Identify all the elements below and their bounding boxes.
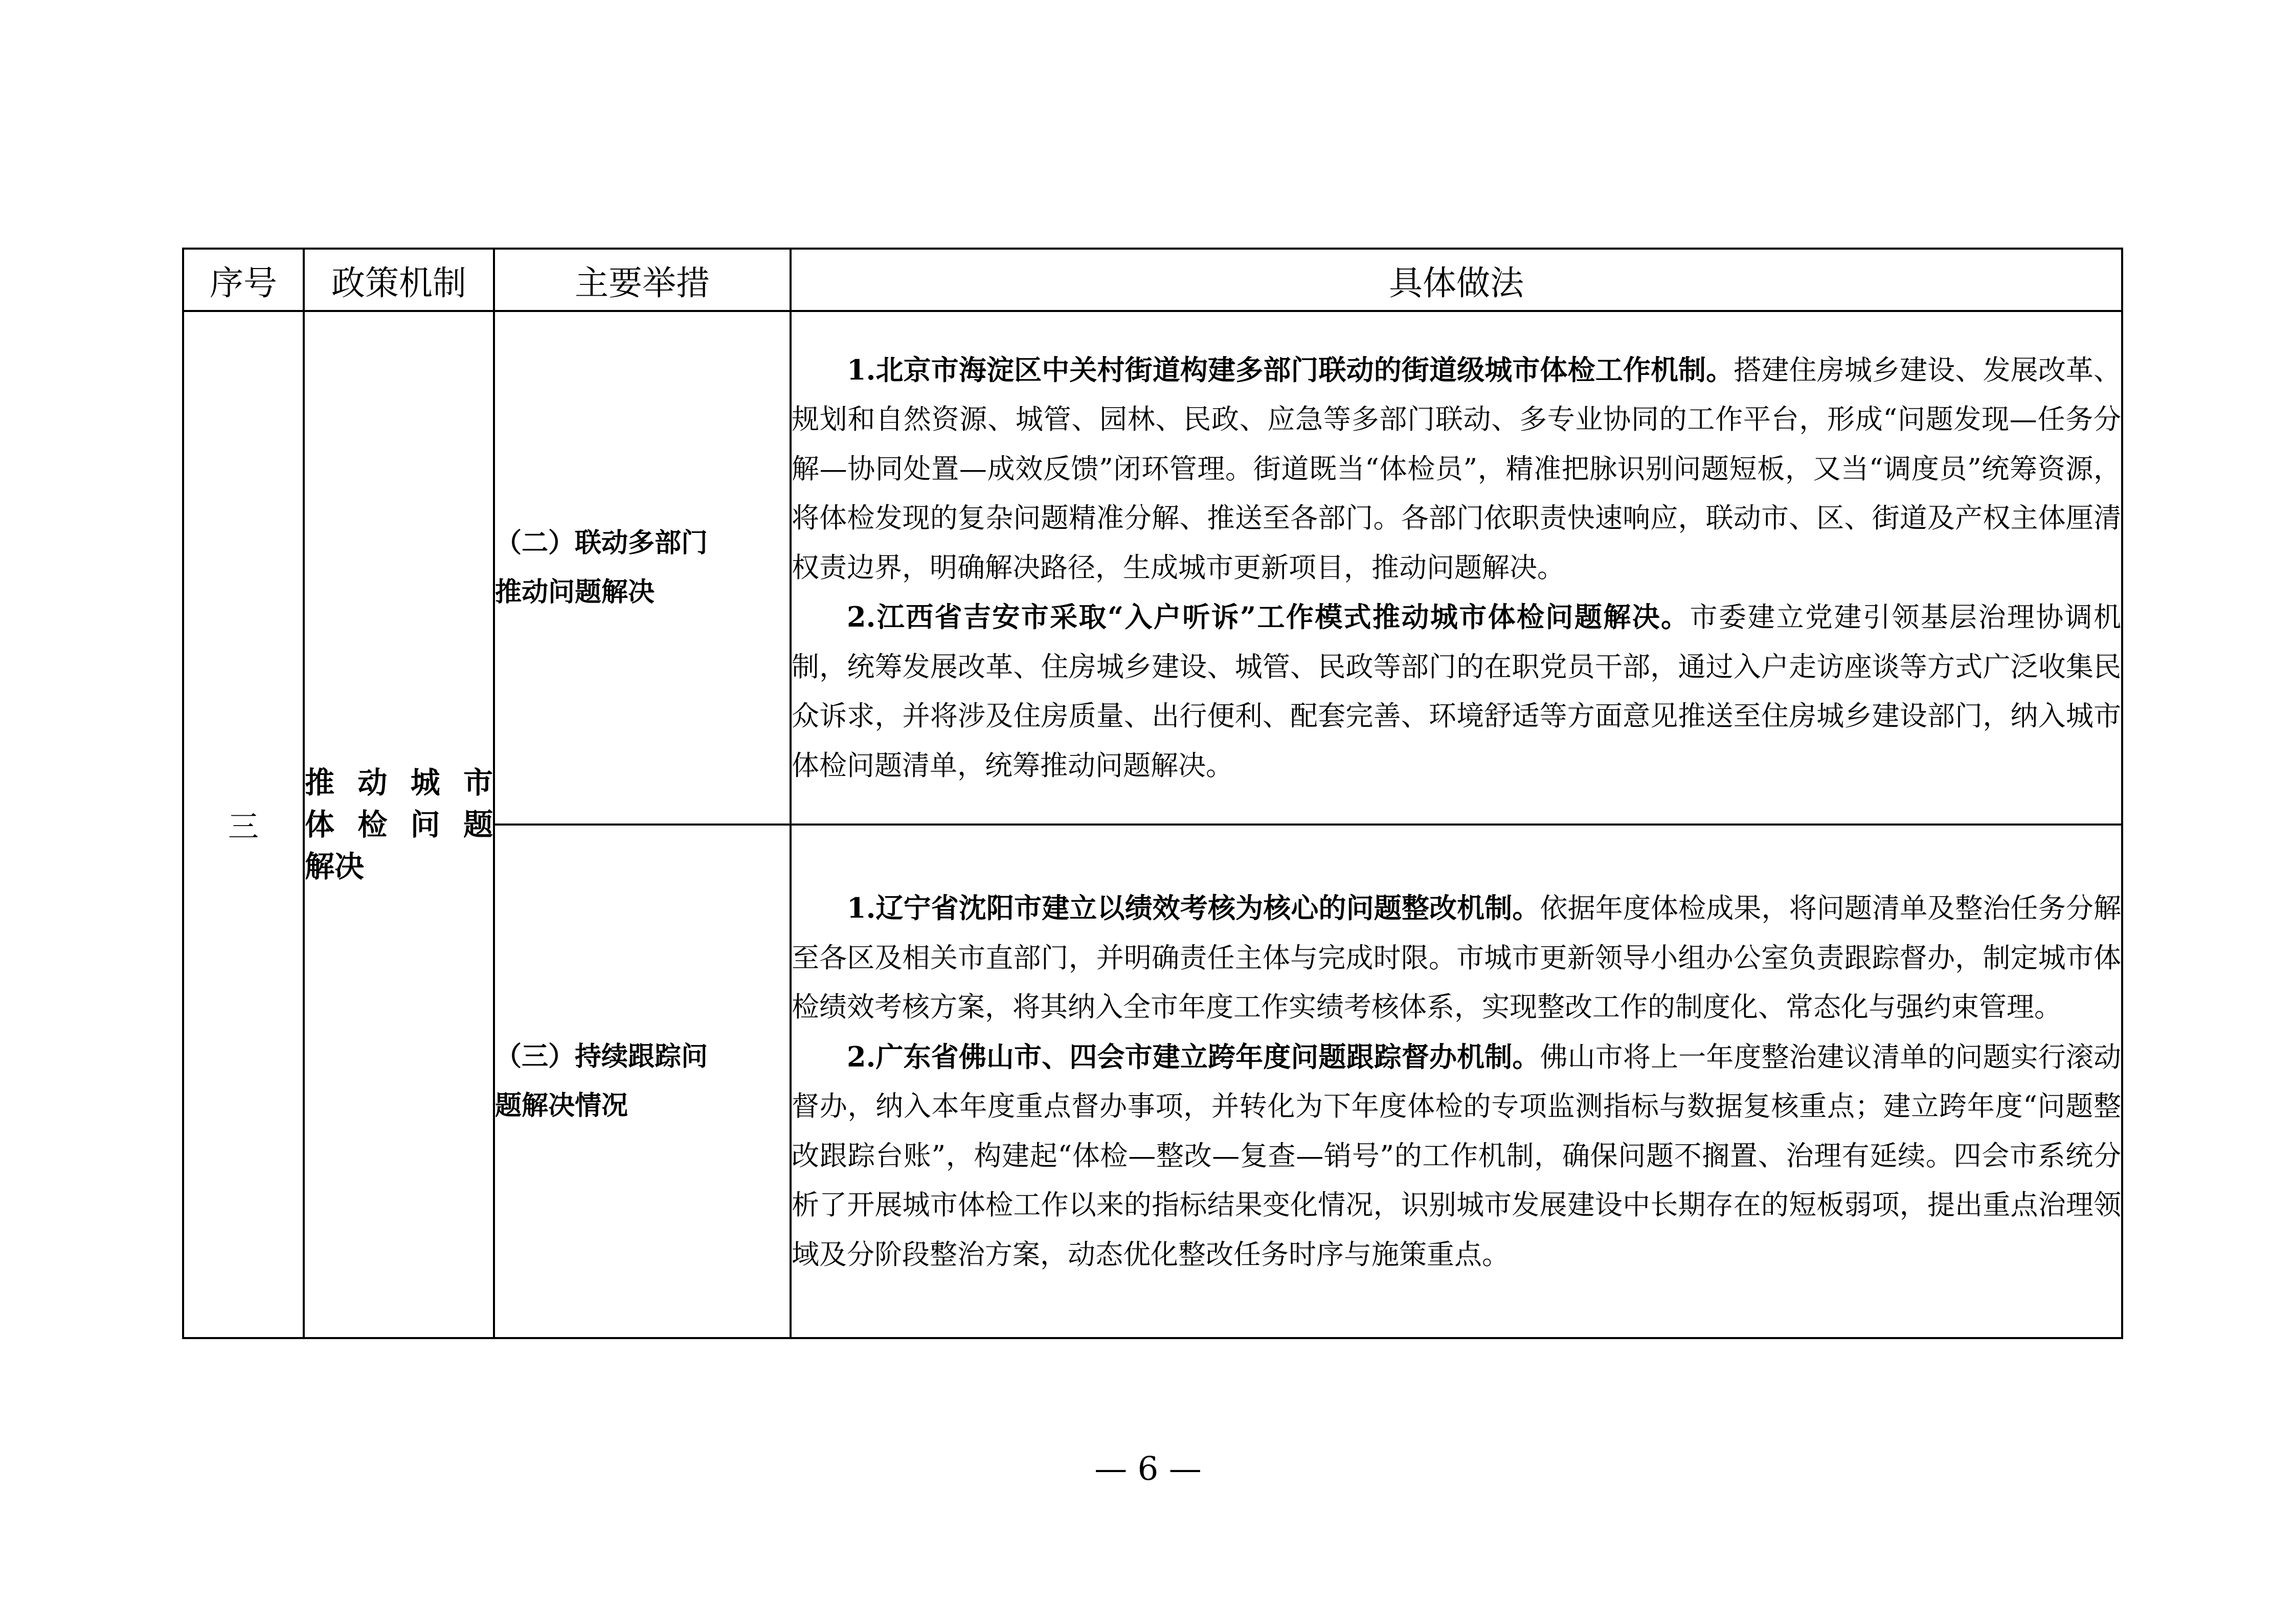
- header-policy: 政策机制: [304, 249, 494, 311]
- seq-number: 三: [183, 311, 304, 1338]
- practice-body: 搭建住房城乡建设、发展改革、规划和自然资源、城管、园林、民政、应急等多部门联动、多专业协同的工作平台，形成“问题发现—任务分解—协同处置—成效反馈”闭环管理。街道既当“体检员”，精准把脉识别问题短板，又当“调度员”统筹资源，将体检发现的复杂问题精准分解、推送至各部门。各部门依职责快速响应，联动市、区、街道及产权主体厘清权责边界，明确解决路径，生成城市更新项目，推动问题解决。: [792, 353, 2121, 584]
- page-number: — 6 —: [1094, 1450, 1202, 1488]
- practice-paragraph: [792, 345, 2121, 593]
- header-seq: 序号: [183, 249, 304, 311]
- policy-mechanism: [304, 311, 494, 1338]
- measure-tracking: [494, 825, 791, 1338]
- measure-line: 推动问题解决: [495, 576, 655, 608]
- practice-body: 市委建立党建引领基层治理协调机制，统筹发展改革、住房城乡建设、城管、民政等部门的在职党员干部，通过入户走访座谈等方式广泛收集民众诉求，并将涉及住房质量、出行便利、配套完善、环境舒适等方面意见推送至住房城乡建设部门，纳入城市体检问题清单，统筹推动问题解决。: [792, 601, 2122, 782]
- header-method: 具体做法: [791, 249, 2122, 311]
- practice-paragraph: [792, 1032, 2121, 1280]
- practice-body: 佛山市将上一年度整治建议清单的问题实行滚动督办，纳入本年度重点督办事项，并转化为下年度体检的专项监测指标与数据复核重点；建立跨年度“问题整改跟踪台账”，构建起“体检—整改—复查—销号”的工作机制，确保问题不搁置、治理有延续。四会市系统分析了开展城市体检工作以来的指标结果变化情况，识别城市发展建设中长期存在的短板弱项，提出重点治理领域及分阶段整治方案，动态优化整改任务时序与施策重点。: [792, 1040, 2121, 1271]
- measure-line: 题解决情况: [495, 1090, 628, 1121]
- measure-line: （三）持续跟踪问: [495, 1041, 708, 1072]
- header-measure: 主要举措: [494, 249, 791, 311]
- policy-line: 推动城市: [305, 765, 493, 800]
- policy-line: 解决: [305, 849, 365, 884]
- measure-linkage: [494, 311, 791, 825]
- table-header-row: [183, 249, 2122, 311]
- practice-lead: 2.江西省吉安市采取“入户听诉”工作模式推动城市体检问题解决。: [847, 600, 1690, 634]
- measure-line: （二）联动多部门: [495, 527, 708, 559]
- measures-table: [182, 248, 2123, 1339]
- practice-lead: 2.广东省佛山市、四会市建立跨年度问题跟踪督办机制。: [847, 1040, 1540, 1073]
- table-row: [183, 311, 2122, 825]
- practice-lead: 1.辽宁省沈阳市建立以绩效考核为核心的问题整改机制。: [847, 892, 1540, 924]
- practice-lead: 1.北京市海淀区中关村街道构建多部门联动的街道级城市体检工作机制。: [847, 353, 1734, 386]
- policy-line: 体检问题: [305, 807, 493, 842]
- practice-body: 依据年度体检成果，将问题清单及整治任务分解至各区及相关市直部门，并明确责任主体与完成时限。市城市更新领导小组办公室负责跟踪督办，制定城市体检绩效考核方案，将其纳入全市年度工作实绩考核体系，实现整改工作的制度化、常态化与强约束管理。: [792, 892, 2121, 1023]
- practice-paragraph: [792, 883, 2121, 1032]
- practice-paragraph: [792, 592, 2121, 790]
- method-tracking: [791, 825, 2122, 1338]
- method-linkage: [791, 311, 2122, 825]
